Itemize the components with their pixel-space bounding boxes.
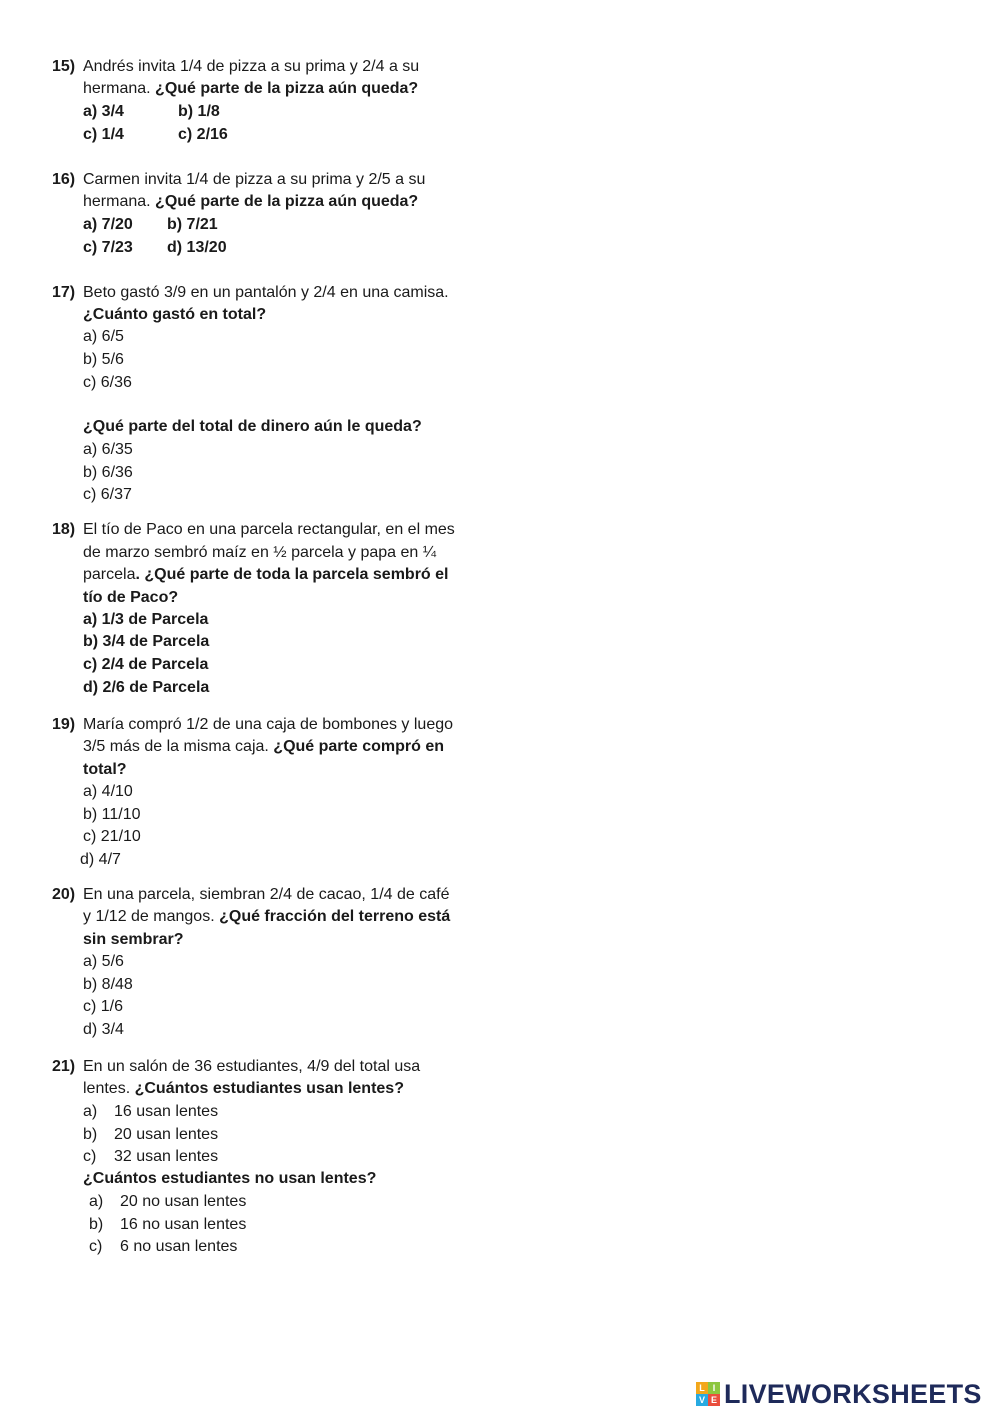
question-text: En un salón de 36 estudiantes, 4/9 del total usa (83, 1058, 421, 1075)
answer-option[interactable]: 16 usan lentes (114, 1103, 219, 1120)
option-marker: a) (83, 1103, 98, 1120)
question-text: María compró 1/2 de una caja de bombones y luego (83, 716, 454, 733)
question-number: 17) (52, 284, 76, 301)
answer-option[interactable]: b) 6/36 (83, 464, 133, 481)
question-prompt: sin sembrar? (83, 931, 184, 948)
question-prompt: ¿Qué parte compró en (273, 738, 444, 755)
answer-option[interactable]: c) 1/4 (83, 126, 124, 143)
answer-option[interactable]: b) 8/48 (83, 976, 133, 993)
answer-option[interactable]: 32 usan lentes (114, 1148, 219, 1165)
answer-option[interactable]: 16 no usan lentes (120, 1216, 247, 1233)
answer-option[interactable]: a) 7/20 (83, 216, 133, 233)
answer-option[interactable]: a) 3/4 (83, 103, 124, 120)
question-text: Andrés invita 1/4 de pizza a su prima y 2/4 a su (83, 58, 420, 75)
answer-option[interactable]: b) 1/8 (178, 103, 220, 120)
question-text: de marzo sembró maíz en ½ parcela y papa en ¼ (83, 544, 437, 561)
question-prompt: total? (83, 761, 127, 778)
logo-mark-icon: L I V E (696, 1382, 720, 1406)
answer-option[interactable]: b) 7/21 (167, 216, 218, 233)
option-marker: c) (83, 1148, 97, 1165)
question-text: El tío de Paco en una parcela rectangular, en el mes (83, 521, 455, 538)
answer-option[interactable]: c) 6/37 (83, 486, 132, 503)
answer-option[interactable]: d) 2/6 de Parcela (83, 679, 210, 696)
answer-option[interactable]: d) 13/20 (167, 239, 227, 256)
answer-option[interactable]: a) 5/6 (83, 953, 124, 970)
question-text: parcela. ¿Qué parte de toda la parcela sembró el (83, 566, 449, 583)
answer-option[interactable]: c) 7/23 (83, 239, 133, 256)
question-text: Beto gastó 3/9 en un pantalón y 2/4 en una camisa. (83, 284, 449, 301)
question-text: hermana. ¿Qué parte de la pizza aún queda? (83, 80, 419, 97)
answer-option[interactable]: c) 21/10 (83, 828, 141, 845)
question-prompt: ¿Qué parte de la pizza aún queda? (155, 193, 419, 210)
answer-option[interactable]: c) 2/4 de Parcela (83, 656, 209, 673)
question-text: hermana. ¿Qué parte de la pizza aún queda? (83, 193, 419, 210)
answer-option[interactable]: c) 6/36 (83, 374, 132, 391)
answer-option[interactable]: d) 4/7 (80, 851, 121, 868)
question-number: 15) (52, 58, 76, 75)
answer-option[interactable]: c) 2/16 (178, 126, 228, 143)
answer-option[interactable]: 6 no usan lentes (120, 1238, 238, 1255)
question-prompt: ¿Cuántos estudiantes no usan lentes? (83, 1170, 377, 1187)
question-number: 16) (52, 171, 76, 188)
answer-option[interactable]: b) 11/10 (83, 806, 141, 823)
question-text: 3/5 más de la misma caja. ¿Qué parte compró en (83, 738, 444, 755)
answer-option[interactable]: d) 3/4 (83, 1021, 124, 1038)
answer-option[interactable]: a) 6/5 (83, 328, 124, 345)
question-text: En una parcela, siembran 2/4 de cacao, 1/4 de café (83, 886, 450, 903)
question-number: 20) (52, 886, 76, 903)
logo-text: LIVEWORKSHEETS (724, 1378, 982, 1409)
liveworksheets-logo (696, 1378, 982, 1410)
answer-option[interactable]: 20 no usan lentes (120, 1193, 247, 1210)
question-prompt: ¿Qué parte del total de dinero aún le queda? (83, 418, 422, 435)
question-prompt: ¿Qué fracción del terreno está (219, 908, 451, 925)
answer-option[interactable]: a) 1/3 de Parcela (83, 611, 209, 628)
answer-option[interactable]: a) 6/35 (83, 441, 133, 458)
question-prompt: ¿Cuántos estudiantes usan lentes? (134, 1080, 404, 1097)
question-text: y 1/12 de mangos. ¿Qué fracción del terreno está (83, 908, 451, 925)
question-prompt: . ¿Qué parte de toda la parcela sembró el (135, 566, 449, 583)
answer-option[interactable]: b) 5/6 (83, 351, 124, 368)
question-number: 18) (52, 521, 76, 538)
option-marker: b) (83, 1126, 98, 1143)
answer-option[interactable]: b) 3/4 de Parcela (83, 633, 210, 650)
question-number: 21) (52, 1058, 76, 1075)
question-text: lentes. ¿Cuántos estudiantes usan lentes? (83, 1080, 404, 1097)
option-marker: c) (89, 1238, 103, 1255)
question-text: Carmen invita 1/4 de pizza a su prima y 2/5 a su (83, 171, 426, 188)
answer-option[interactable]: c) 1/6 (83, 998, 124, 1015)
question-number: 19) (52, 716, 76, 733)
answer-option[interactable]: 20 usan lentes (114, 1126, 219, 1143)
question-prompt: ¿Qué parte de la pizza aún queda? (155, 80, 419, 97)
question-prompt: ¿Cuánto gastó en total? (83, 306, 267, 323)
option-marker: b) (89, 1216, 104, 1233)
answer-option[interactable]: a) 4/10 (83, 783, 133, 800)
question-prompt: tío de Paco? (83, 589, 179, 606)
option-marker: a) (89, 1193, 104, 1210)
